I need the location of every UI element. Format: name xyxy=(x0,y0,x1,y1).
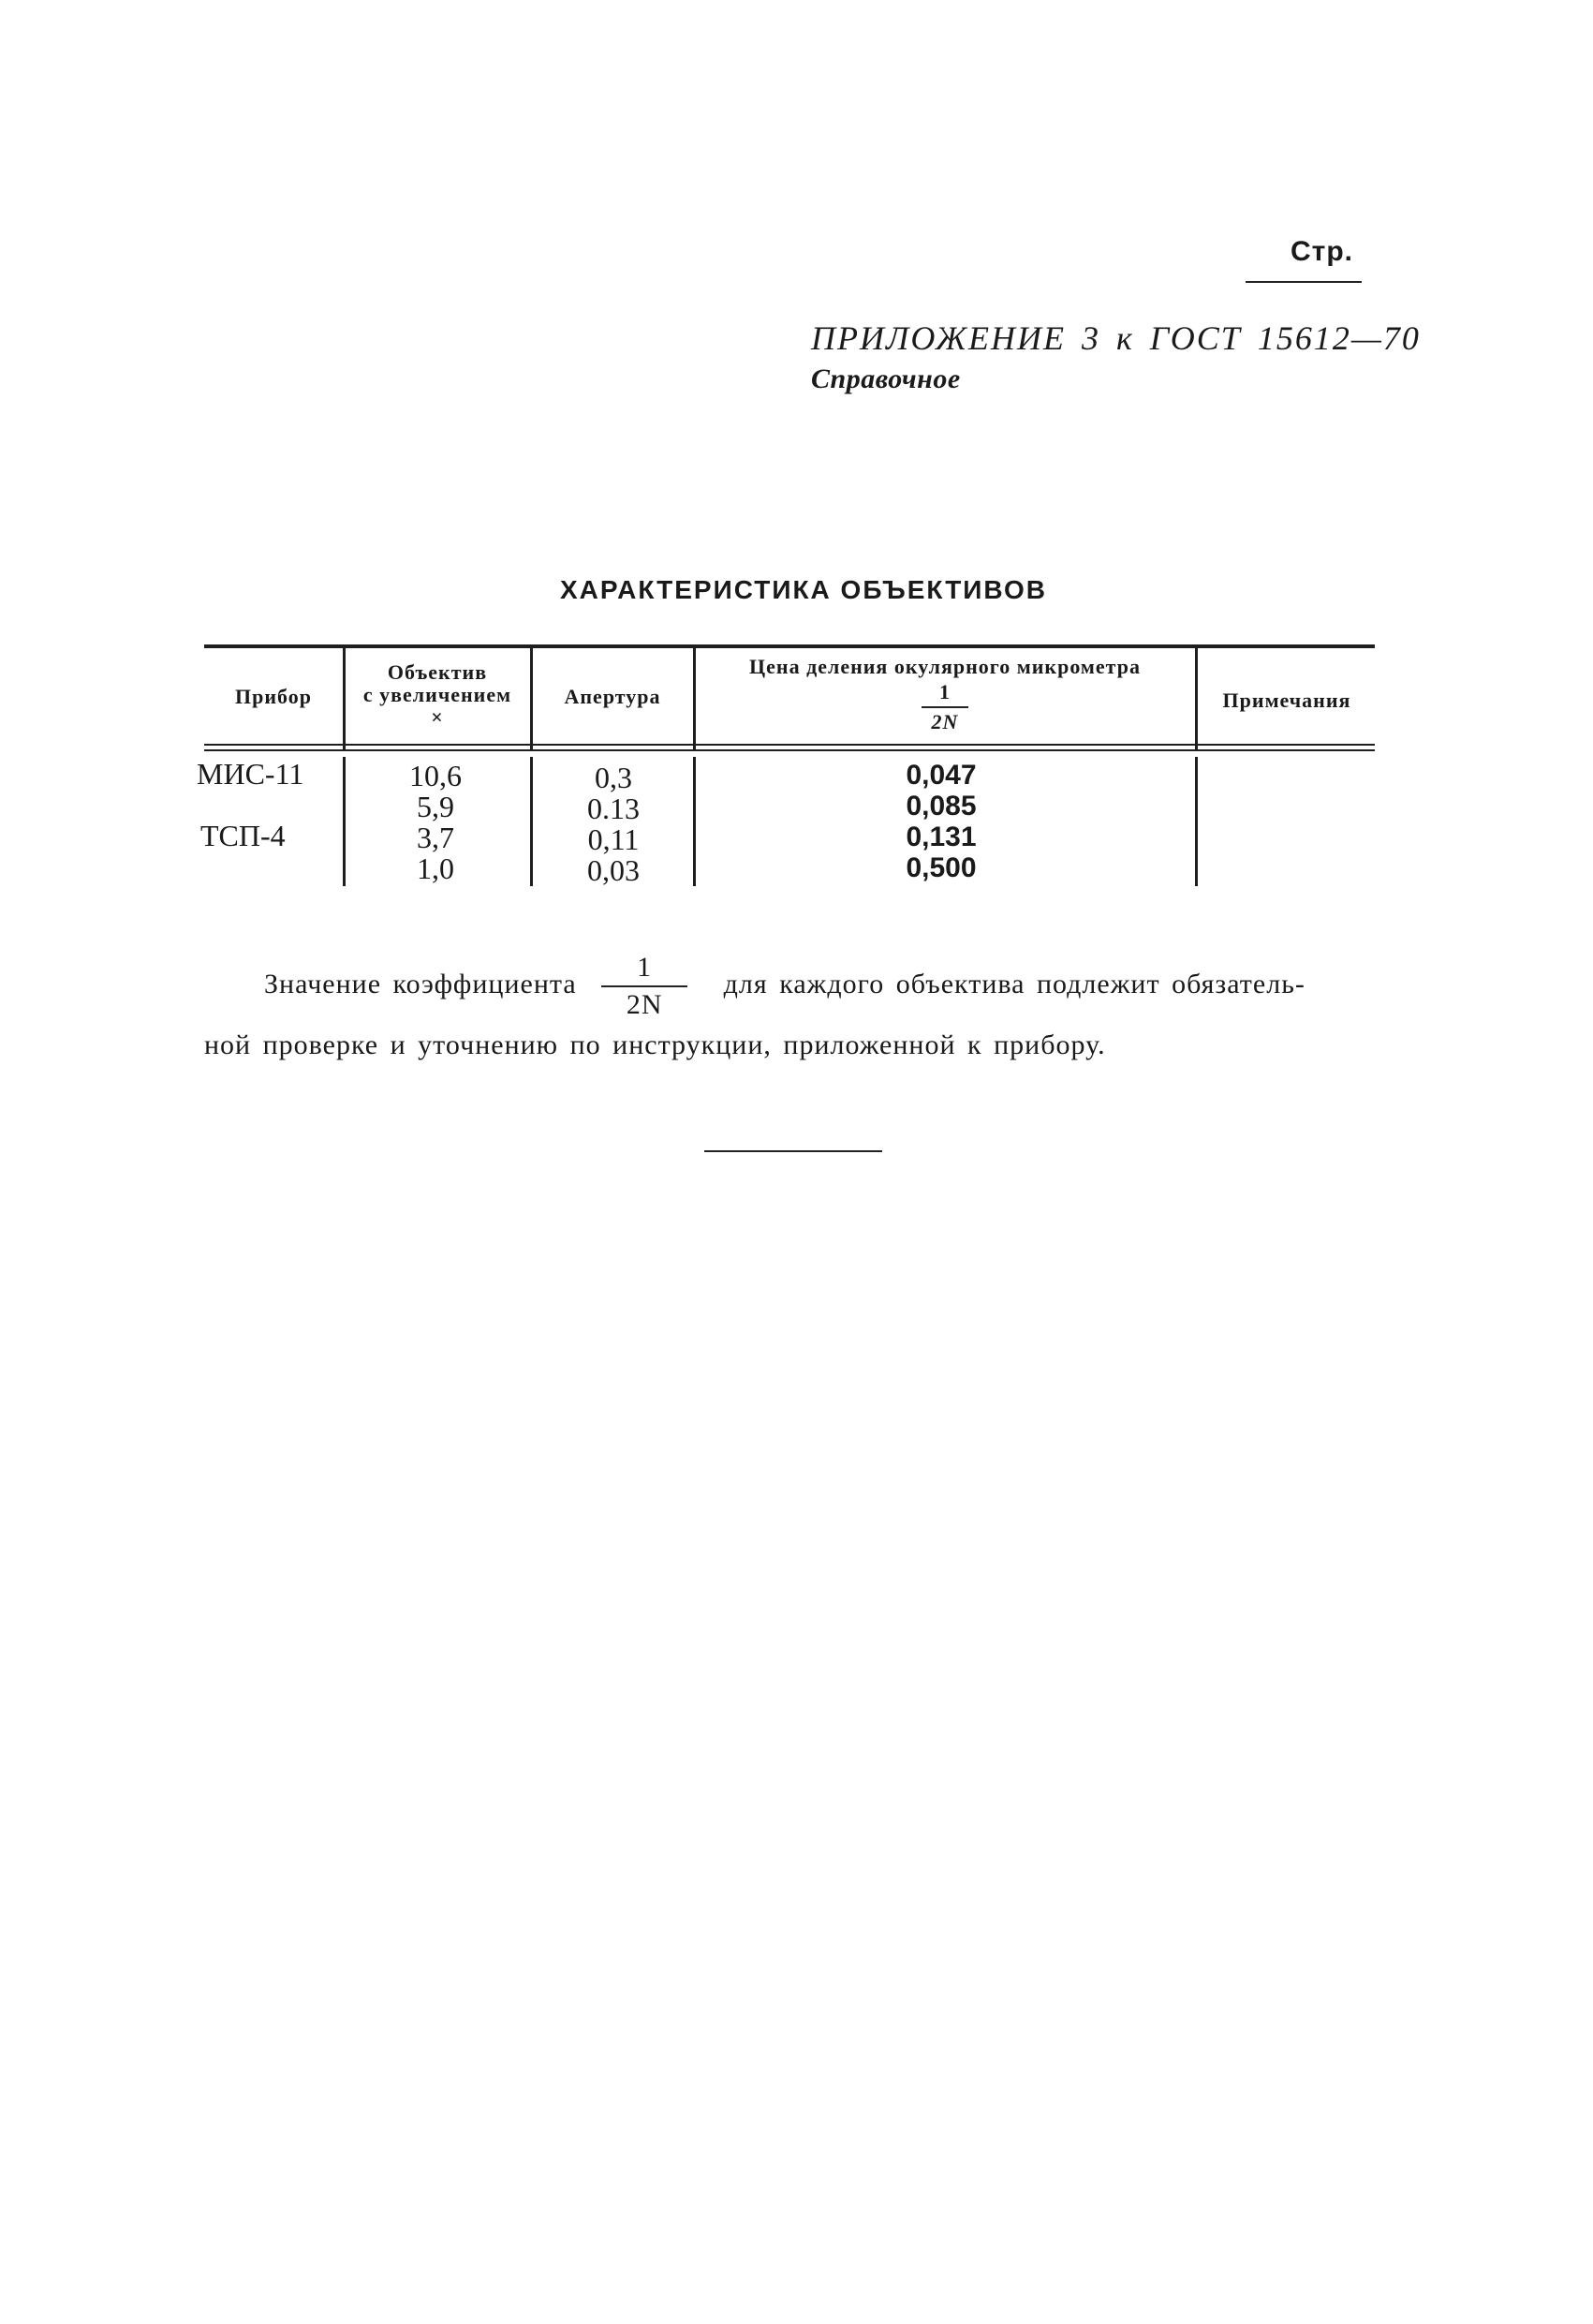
header-objective-line1: Объектив xyxy=(387,660,488,684)
reference-type: Справочное xyxy=(811,363,961,394)
magnification-cell: 5,9 xyxy=(417,790,454,823)
header-division xyxy=(697,656,1193,733)
header-objective xyxy=(345,661,530,729)
magnification-cell: 10,6 xyxy=(409,759,462,792)
note-fraction-numerator: 1 xyxy=(637,952,653,983)
end-rule xyxy=(704,1150,882,1152)
header-rule-2 xyxy=(204,749,1375,751)
division-value-cell: 0,085 xyxy=(906,791,977,822)
appendix-title: ПРИЛОЖЕНИЕ 3 к ГОСТ 15612—70 xyxy=(811,319,1421,357)
device-cell: ТСП-4 xyxy=(200,819,286,852)
aperture-cell: 0,3 xyxy=(595,761,632,794)
note-line-2: ной проверке и уточнению по инструкции, приложенной к прибору. xyxy=(204,1029,1106,1060)
col-divider-3-head xyxy=(693,646,696,751)
header-device: Прибор xyxy=(235,685,312,708)
table-top-rule xyxy=(204,644,1375,648)
device-cell: МИС-11 xyxy=(197,757,304,791)
aperture-cell: 0.13 xyxy=(587,792,640,825)
header-aperture: Апертура xyxy=(564,685,661,708)
header-notes: Примечания xyxy=(1222,688,1351,712)
page-label-underline xyxy=(1246,281,1362,283)
header-rule-1 xyxy=(204,744,1375,746)
note-line-1 xyxy=(204,954,1375,1019)
division-value-cell: 0,047 xyxy=(906,760,977,791)
col-divider-4 xyxy=(1195,757,1198,886)
magnification-cell: 1,0 xyxy=(417,851,454,885)
col-divider-4-head xyxy=(1195,646,1198,751)
note-fraction-denominator: 2N xyxy=(626,989,663,1020)
header-fraction-numerator: 1 xyxy=(939,680,951,703)
header-division-fraction xyxy=(922,682,968,733)
header-objective-line2: с увеличением xyxy=(362,683,512,706)
col-divider-2 xyxy=(530,757,533,886)
col-divider-3 xyxy=(693,757,696,886)
col-divider-2-head xyxy=(530,646,533,751)
aperture-cell: 0,03 xyxy=(587,853,640,887)
header-objective-line3: × xyxy=(431,705,444,729)
note-suffix: для каждого объектива подлежит обязатель- xyxy=(723,968,1305,999)
magnification-cell: 3,7 xyxy=(417,821,454,854)
note-prefix: Значение коэффициента xyxy=(264,968,577,999)
aperture-cell: 0,11 xyxy=(587,822,640,856)
header-fraction-denominator: 2N xyxy=(931,710,959,733)
col-divider-1 xyxy=(343,757,346,886)
page-label: Стр. xyxy=(1291,236,1354,267)
table-title: ХАРАКТЕРИСТИКА ОБЪЕКТИВОВ xyxy=(560,575,1047,604)
note-fraction xyxy=(601,954,687,1019)
division-value-cell: 0,131 xyxy=(906,822,977,852)
division-value-cell: 0,500 xyxy=(906,852,977,883)
header-division-label: Цена деления окулярного микрометра xyxy=(749,655,1141,678)
